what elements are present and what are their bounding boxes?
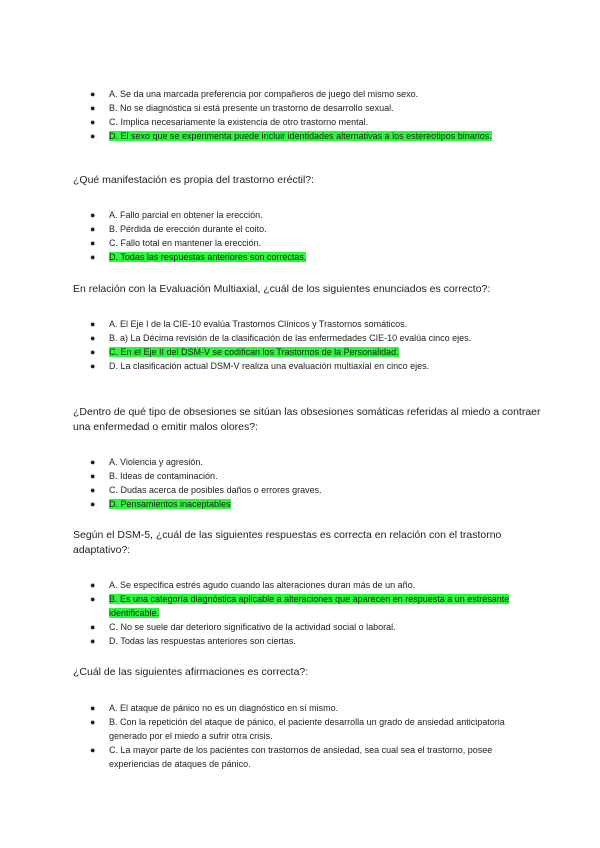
options-list-5: [0, 701, 600, 771]
option-text: A. Violencia y agresión.: [109, 457, 203, 467]
option-1-a: [0, 208, 524, 222]
option-text: C. Implica necesariamente la existencia de otro trastorno mental.: [109, 117, 369, 127]
options-list-4: [0, 578, 600, 648]
bullet-icon: ●: [90, 361, 96, 371]
options-list-3: [0, 455, 600, 511]
bullet-icon: ●: [90, 131, 96, 141]
bullet-icon: ●: [90, 347, 96, 357]
bullet-icon: ●: [90, 89, 96, 99]
bullet-icon: ●: [90, 457, 96, 467]
option-text: C. No se suele dar deterioro significativo de la actividad social o laboral.: [109, 622, 396, 632]
bullet-icon: ●: [90, 238, 96, 248]
bullet-icon: ●: [90, 622, 96, 632]
bullet-icon: ●: [90, 117, 96, 127]
option-0-c: [0, 115, 524, 129]
question-5: ¿Cuál de las siguientes afirmaciones es correcta?:: [73, 666, 309, 678]
bullet-icon: ●: [90, 103, 96, 113]
option-text: D. La clasificación actual DSM-V realiza una evaluación multiaxial en cinco ejes.: [109, 361, 430, 371]
option-4-a: [0, 578, 524, 592]
option-text: D. Todas las respuestas anteriores son ciertas.: [109, 636, 296, 646]
option-2-c: [0, 345, 524, 359]
bullet-icon: ●: [90, 636, 96, 646]
option-text-highlighted: B. Es una categoría diagnóstica aplicable a alteraciones que aparecen en respuesta a un estresante identificable.: [109, 594, 510, 618]
bullet-icon: ●: [90, 499, 96, 509]
option-text: A. Se da una marcada preferencia por compañeros de juego del mismo sexo.: [109, 89, 419, 99]
bullet-icon: ●: [90, 471, 96, 481]
bullet-icon: ●: [90, 580, 96, 590]
option-text-highlighted: D. El sexo que se experimenta puede incluir identidades alternativas a los estereotipos binarios.: [109, 131, 492, 141]
options-list-2: [0, 317, 600, 373]
option-4-d: [0, 634, 524, 648]
question-2: En relación con la Evaluación Multiaxial, ¿cuál de los siguientes enunciados es correcto?:: [73, 283, 491, 295]
options-list-1: [0, 208, 600, 264]
option-0-a: [0, 87, 524, 101]
option-2-a: [0, 317, 524, 331]
option-4-c: [0, 620, 524, 634]
option-1-d: [0, 250, 524, 264]
bullet-icon: ●: [90, 224, 96, 234]
option-5-a: [0, 701, 524, 715]
question-4: Según el DSM-5, ¿cuál de las siguientes respuestas es correcta en relación con el trastorno adaptativo?:: [73, 529, 502, 556]
option-4-b: [0, 592, 524, 620]
option-1-b: [0, 222, 524, 236]
option-text: B. Pérdida de erección durante el coito.: [109, 224, 267, 234]
bullet-icon: ●: [90, 210, 96, 220]
bullet-icon: ●: [90, 594, 96, 604]
option-text: B. No se diagnóstica si está presente un trastorno de desarrollo sexual.: [109, 103, 394, 113]
bullet-icon: ●: [90, 333, 96, 343]
option-0-d: [0, 129, 524, 143]
option-text: A. Fallo parcial en obtener la erección.: [109, 210, 263, 220]
option-3-a: [0, 455, 524, 469]
option-0-b: [0, 101, 524, 115]
bullet-icon: ●: [90, 319, 96, 329]
bullet-icon: ●: [90, 703, 96, 713]
option-text-highlighted: D. Todas las respuestas anteriores son correctas.: [109, 252, 307, 262]
option-text: C. Fallo total en mantener la erección.: [109, 238, 262, 248]
option-text: A. Se especifica estrés agudo cuando las alteraciones duran más de un año.: [109, 580, 416, 590]
option-3-d: [0, 497, 524, 511]
question-1: ¿Qué manifestación es propia del trastorno eréctil?:: [73, 174, 315, 186]
option-5-b: [0, 715, 524, 743]
option-text: A. El Eje I de la CIE-10 evalúa Trastornos Clínicos y Trastornos somáticos.: [109, 319, 408, 329]
option-5-c: [0, 743, 524, 771]
option-3-c: [0, 483, 524, 497]
option-text: B. Con la repetición del ataque de pánico, el paciente desarrolla un grado de ansiedad anticipatoria generado por el miedo a sufrir otra crisis.: [109, 717, 505, 741]
bullet-icon: ●: [90, 252, 96, 262]
option-text-highlighted: C. En el Eje II del DSM-V se codifican los Trastornos de la Personalidad.: [109, 347, 399, 357]
option-2-b: [0, 331, 524, 345]
bullet-icon: ●: [90, 745, 96, 755]
option-text: B. a) La Décima revisión de la clasificación de las enfermedades CIE-10 evalúa cinco ejes.: [109, 333, 472, 343]
bullet-icon: ●: [90, 485, 96, 495]
option-text: C. La mayor parte de los pacientes con trastornos de ansiedad, sea cual sea el trastorno, posee experiencias de ataques de pánico.: [109, 745, 493, 769]
bullet-icon: ●: [90, 717, 96, 727]
option-text: C. Dudas acerca de posibles daños o errores graves.: [109, 485, 322, 495]
option-2-d: [0, 359, 524, 373]
option-text-highlighted: D. Pensamientos inaceptables: [109, 499, 231, 509]
option-1-c: [0, 236, 524, 250]
options-list-0: [0, 87, 600, 143]
question-3: ¿Dentro de qué tipo de obsesiones se sitúan las obsesiones somáticas referidas al miedo a contraer una enfermedad o emitir malos olores?:: [73, 406, 541, 433]
option-text: B. Ideas de contaminación.: [109, 471, 218, 481]
option-3-b: [0, 469, 524, 483]
option-text: A. El ataque de pánico no es un diagnóstico en sí mismo.: [109, 703, 339, 713]
